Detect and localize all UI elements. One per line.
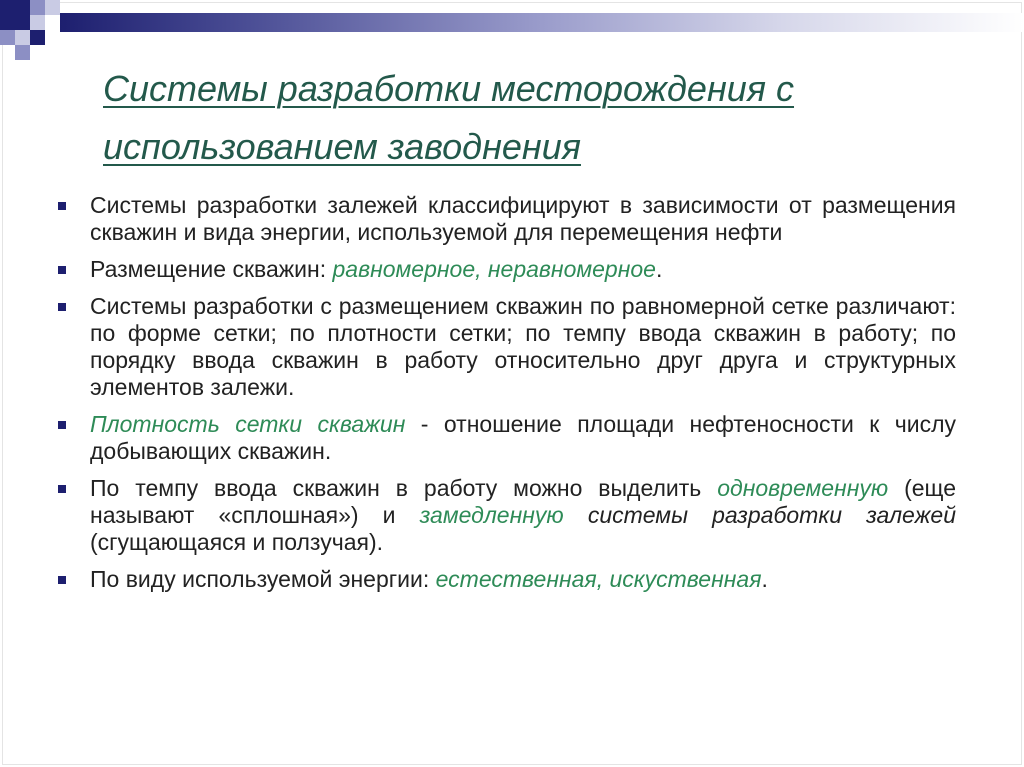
bullet-prefix: Размещение скважин: [90,256,333,282]
title-line-2: использованием заводнения [103,126,581,167]
bullet-square-icon [58,421,66,429]
bullet-suffix: . [655,256,663,282]
deco-square [30,15,45,30]
bullet-item [52,475,956,556]
bullet-square-icon [58,485,66,493]
bullet-text: Системы разработки с размещением скважин по равномерной сетке различают: по форме сетки; по плотности сетки; по темпу ввода скважин в работу; по порядку ввода скважин в работу относительно друг друга и структурных элементов залежи. [90,293,956,400]
bullet-suffix: - отношение площади нефтеносности к числу добывающих скважин. [90,411,956,464]
deco-square [45,15,60,30]
bullet-part: (сгущающаяся и ползучая). [90,529,383,555]
deco-square [30,30,45,45]
bullet-item [52,411,956,465]
highlight-text: Плотность сетки скважин [90,411,406,437]
bullet-item [52,293,956,401]
italic-text: системы разработки залежей [563,502,956,528]
bullet-text: Системы разработки залежей классифицируют в зависимости от размещения скважин и вида энергии, используемой для перемещения нефти [90,192,956,245]
deco-square [15,45,30,60]
highlight-text: равномерное, неравномерное [332,256,656,282]
bullet-square-icon [58,266,66,274]
bullet-item [52,256,956,283]
bullet-suffix: . [761,566,768,592]
bullet-part: По темпу ввода скважин в работу можно выделить [90,475,718,501]
deco-square [15,30,30,45]
deco-square [45,0,60,15]
title-line-1: Системы разработки месторождения с [103,68,795,109]
header-gradient-bar [60,13,1024,32]
bullet-prefix: По виду используемой энергии: [90,566,436,592]
slide-title [103,60,963,176]
highlight-text: естественная, искуственная [435,566,762,592]
bullet-item [52,566,956,593]
bullet-item [52,192,956,246]
deco-square [30,0,45,15]
header-decoration [0,0,1024,60]
highlight-text: замедленную [419,502,564,528]
bullet-square-icon [58,576,66,584]
bullet-square-icon [58,202,66,210]
bullet-list [52,192,956,603]
bullet-part: (еще называют «сплошная») и [90,475,956,528]
highlight-text: одновременную [717,475,889,501]
bullet-square-icon [58,303,66,311]
deco-square [0,0,30,30]
deco-square [0,30,15,45]
